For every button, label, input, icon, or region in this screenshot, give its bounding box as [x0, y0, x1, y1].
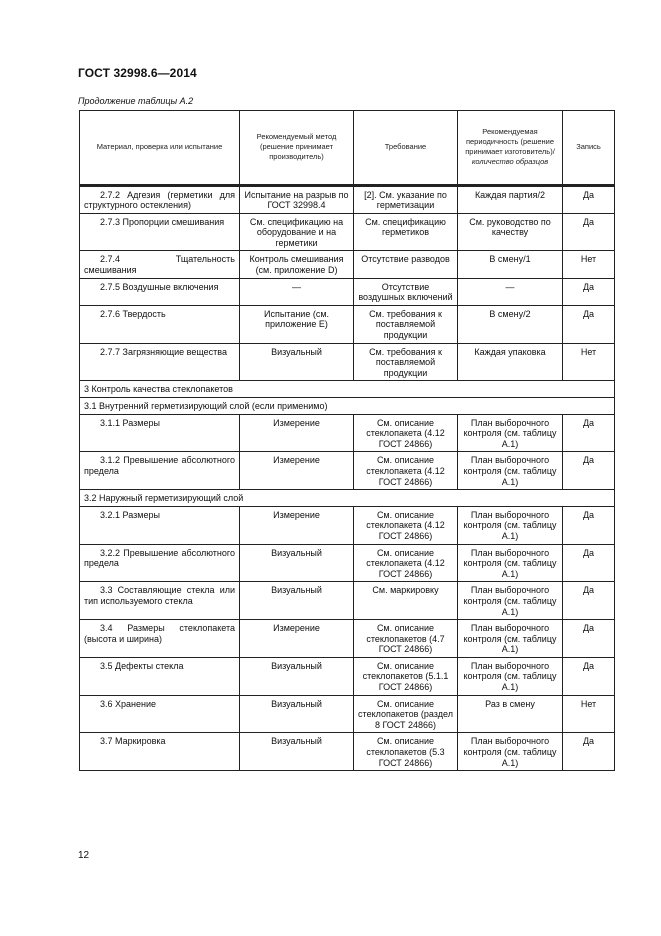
table-row [80, 620, 615, 658]
cell-method: См. спецификацию на оборудование и на герметики [240, 213, 354, 251]
cell-material [80, 582, 240, 620]
cell-material-text: 3.7 Маркировка [100, 736, 166, 747]
cell-method: Визуальный [240, 657, 354, 695]
cell-material [80, 506, 240, 544]
cell-material-text: 3.2.1 Размеры [100, 509, 160, 520]
inspection-table [79, 110, 615, 771]
cell-method: Испытание (см. приложение E) [240, 305, 354, 343]
cell-method: Измерение [240, 452, 354, 490]
cell-record: Да [563, 620, 615, 658]
cell-record: Да [563, 186, 615, 213]
cell-record: Да [563, 733, 615, 771]
table-row [80, 414, 615, 452]
cell-material [80, 343, 240, 381]
section-heading: 3.2 Наружный герметизирующий слой [80, 490, 615, 507]
col-header-record: Запись [563, 111, 615, 185]
cell-requirement: См. описание стеклопакета (4.12 ГОСТ 24866) [354, 506, 458, 544]
cell-frequency: Раз в смену [458, 695, 563, 733]
section-heading: 3 Контроль качества стеклопакетов [80, 381, 615, 398]
cell-frequency: План выборочного контроля (см. таблицу А.1) [458, 657, 563, 695]
cell-requirement: См. описание стеклопакета (4.12 ГОСТ 24866) [354, 414, 458, 452]
cell-material-text: 2.7.3 Пропорции смешивания [100, 216, 225, 227]
cell-method: Измерение [240, 506, 354, 544]
cell-frequency: План выборочного контроля (см. таблицу А.1) [458, 620, 563, 658]
table-row [80, 695, 615, 733]
table-row [80, 544, 615, 582]
col-header-frequency-text: Рекомендуемая периодичность (решение принимает изготовитель)/ [465, 127, 555, 157]
cell-material-text: 2.7.2 Адгезия (герметики для структурного остекления) [84, 189, 235, 211]
cell-method: Визуальный [240, 544, 354, 582]
cell-material-text: 3.6 Хранение [100, 698, 157, 709]
cell-requirement: См. требования к поставляемой продукции [354, 343, 458, 381]
cell-frequency: План выборочного контроля (см. таблицу А.1) [458, 452, 563, 490]
cell-frequency: В смену/2 [458, 305, 563, 343]
cell-material [80, 544, 240, 582]
cell-record: Да [563, 506, 615, 544]
table-caption: Продолжение таблицы А.2 [78, 96, 194, 106]
cell-method: Контроль смешивания (см. приложение D) [240, 251, 354, 278]
cell-frequency: План выборочного контроля (см. таблицу А.1) [458, 544, 563, 582]
table-row [80, 452, 615, 490]
cell-frequency: План выборочного контроля (см. таблицу А.1) [458, 506, 563, 544]
cell-record: Да [563, 305, 615, 343]
cell-record: Нет [563, 343, 615, 381]
cell-requirement: [2]. См. указание по герметизации [354, 186, 458, 213]
cell-requirement: См. описание стеклопакетов (4.7 ГОСТ 24866) [354, 620, 458, 658]
cell-material [80, 620, 240, 658]
cell-material [80, 251, 240, 278]
cell-material-text: 3.1.1 Размеры [100, 417, 160, 428]
table-row [80, 186, 615, 213]
cell-frequency: Каждая упаковка [458, 343, 563, 381]
cell-requirement: См. маркировку [354, 582, 458, 620]
table-row [80, 305, 615, 343]
col-header-frequency-italic: количество образцов [471, 157, 549, 167]
section-heading: 3.1 Внутренний герметизирующий слой (если применимо) [80, 398, 615, 415]
cell-material-text: 3.3 Составляющие стекла или тип используемого стекла [84, 585, 235, 606]
cell-requirement: См. описание стеклопакетов (5.1.1 ГОСТ 24866) [354, 657, 458, 695]
cell-frequency: План выборочного контроля (см. таблицу А.1) [458, 582, 563, 620]
cell-material-text: 2.7.4 Тщательность смешивания [84, 254, 235, 276]
cell-frequency: См. руководство по качеству [458, 213, 563, 251]
table-header-row [80, 111, 615, 185]
table-row [80, 251, 615, 278]
cell-requirement: Отсутствие воздушных включений [354, 278, 458, 305]
table-row [80, 733, 615, 771]
cell-frequency: — [458, 278, 563, 305]
cell-requirement: См. требования к поставляемой продукции [354, 305, 458, 343]
section-row-3-1 [80, 398, 615, 415]
page-number: 12 [78, 850, 90, 861]
cell-frequency: Каждая партия/2 [458, 186, 563, 213]
cell-requirement: Отсутствие разводов [354, 251, 458, 278]
cell-material-text: 3.4 Размеры стеклопакета (высота и ширина) [84, 623, 235, 644]
cell-material [80, 414, 240, 452]
cell-record: Да [563, 544, 615, 582]
col-header-material: Материал, проверка или испытание [80, 111, 240, 185]
cell-record: Да [563, 414, 615, 452]
cell-material [80, 305, 240, 343]
cell-record: Да [563, 452, 615, 490]
cell-material-text: 3.1.2 Превышение абсолютного предела [84, 455, 235, 476]
cell-material-text: 3.2.2 Превышение абсолютного предела [84, 547, 235, 569]
cell-method: — [240, 278, 354, 305]
cell-record: Да [563, 657, 615, 695]
cell-record: Нет [563, 251, 615, 278]
cell-method: Измерение [240, 414, 354, 452]
cell-method: Визуальный [240, 582, 354, 620]
section-row-3-2 [80, 490, 615, 507]
cell-requirement: См. описание стеклопакетов (5.3 ГОСТ 24866) [354, 733, 458, 771]
cell-method: Измерение [240, 620, 354, 658]
cell-record: Да [563, 278, 615, 305]
cell-method: Испытание на разрыв по ГОСТ 32998.4 [240, 186, 354, 213]
col-header-frequency [458, 111, 563, 185]
cell-record: Нет [563, 695, 615, 733]
table-row [80, 213, 615, 251]
cell-material [80, 695, 240, 733]
cell-method: Визуальный [240, 695, 354, 733]
cell-method: Визуальный [240, 343, 354, 381]
cell-material [80, 452, 240, 490]
cell-material-text: 2.7.7 Загрязняющие вещества [100, 346, 227, 357]
cell-frequency: План выборочного контроля (см. таблицу А.1) [458, 414, 563, 452]
cell-requirement: См. описание стеклопакета (4.12 ГОСТ 24866) [354, 544, 458, 582]
col-header-requirement: Требование [354, 111, 458, 185]
cell-requirement: См. спецификацию герметиков [354, 213, 458, 251]
table-row [80, 343, 615, 381]
table-row [80, 582, 615, 620]
cell-material [80, 733, 240, 771]
cell-method: Визуальный [240, 733, 354, 771]
cell-frequency: План выборочного контроля (см. таблицу А.1) [458, 733, 563, 771]
cell-material-text: 3.5 Дефекты стекла [100, 660, 184, 671]
table-row [80, 657, 615, 695]
table-row [80, 506, 615, 544]
cell-requirement: См. описание стеклопакетов (раздел 8 ГОСТ 24866) [354, 695, 458, 733]
cell-material [80, 186, 240, 213]
section-row-3 [80, 381, 615, 398]
cell-frequency: В смену/1 [458, 251, 563, 278]
cell-material-text: 2.7.6 Твердость [100, 308, 166, 319]
cell-material [80, 278, 240, 305]
cell-material [80, 657, 240, 695]
standard-title: ГОСТ 32998.6—2014 [78, 66, 197, 80]
cell-record: Да [563, 582, 615, 620]
cell-material-text: 2.7.5 Воздушные включения [100, 281, 219, 292]
cell-requirement: См. описание стеклопакета (4.12 ГОСТ 24866) [354, 452, 458, 490]
col-header-method: Рекомендуемый метод (решение принимает производитель) [240, 111, 354, 185]
cell-record: Да [563, 213, 615, 251]
cell-material [80, 213, 240, 251]
table-row [80, 278, 615, 305]
